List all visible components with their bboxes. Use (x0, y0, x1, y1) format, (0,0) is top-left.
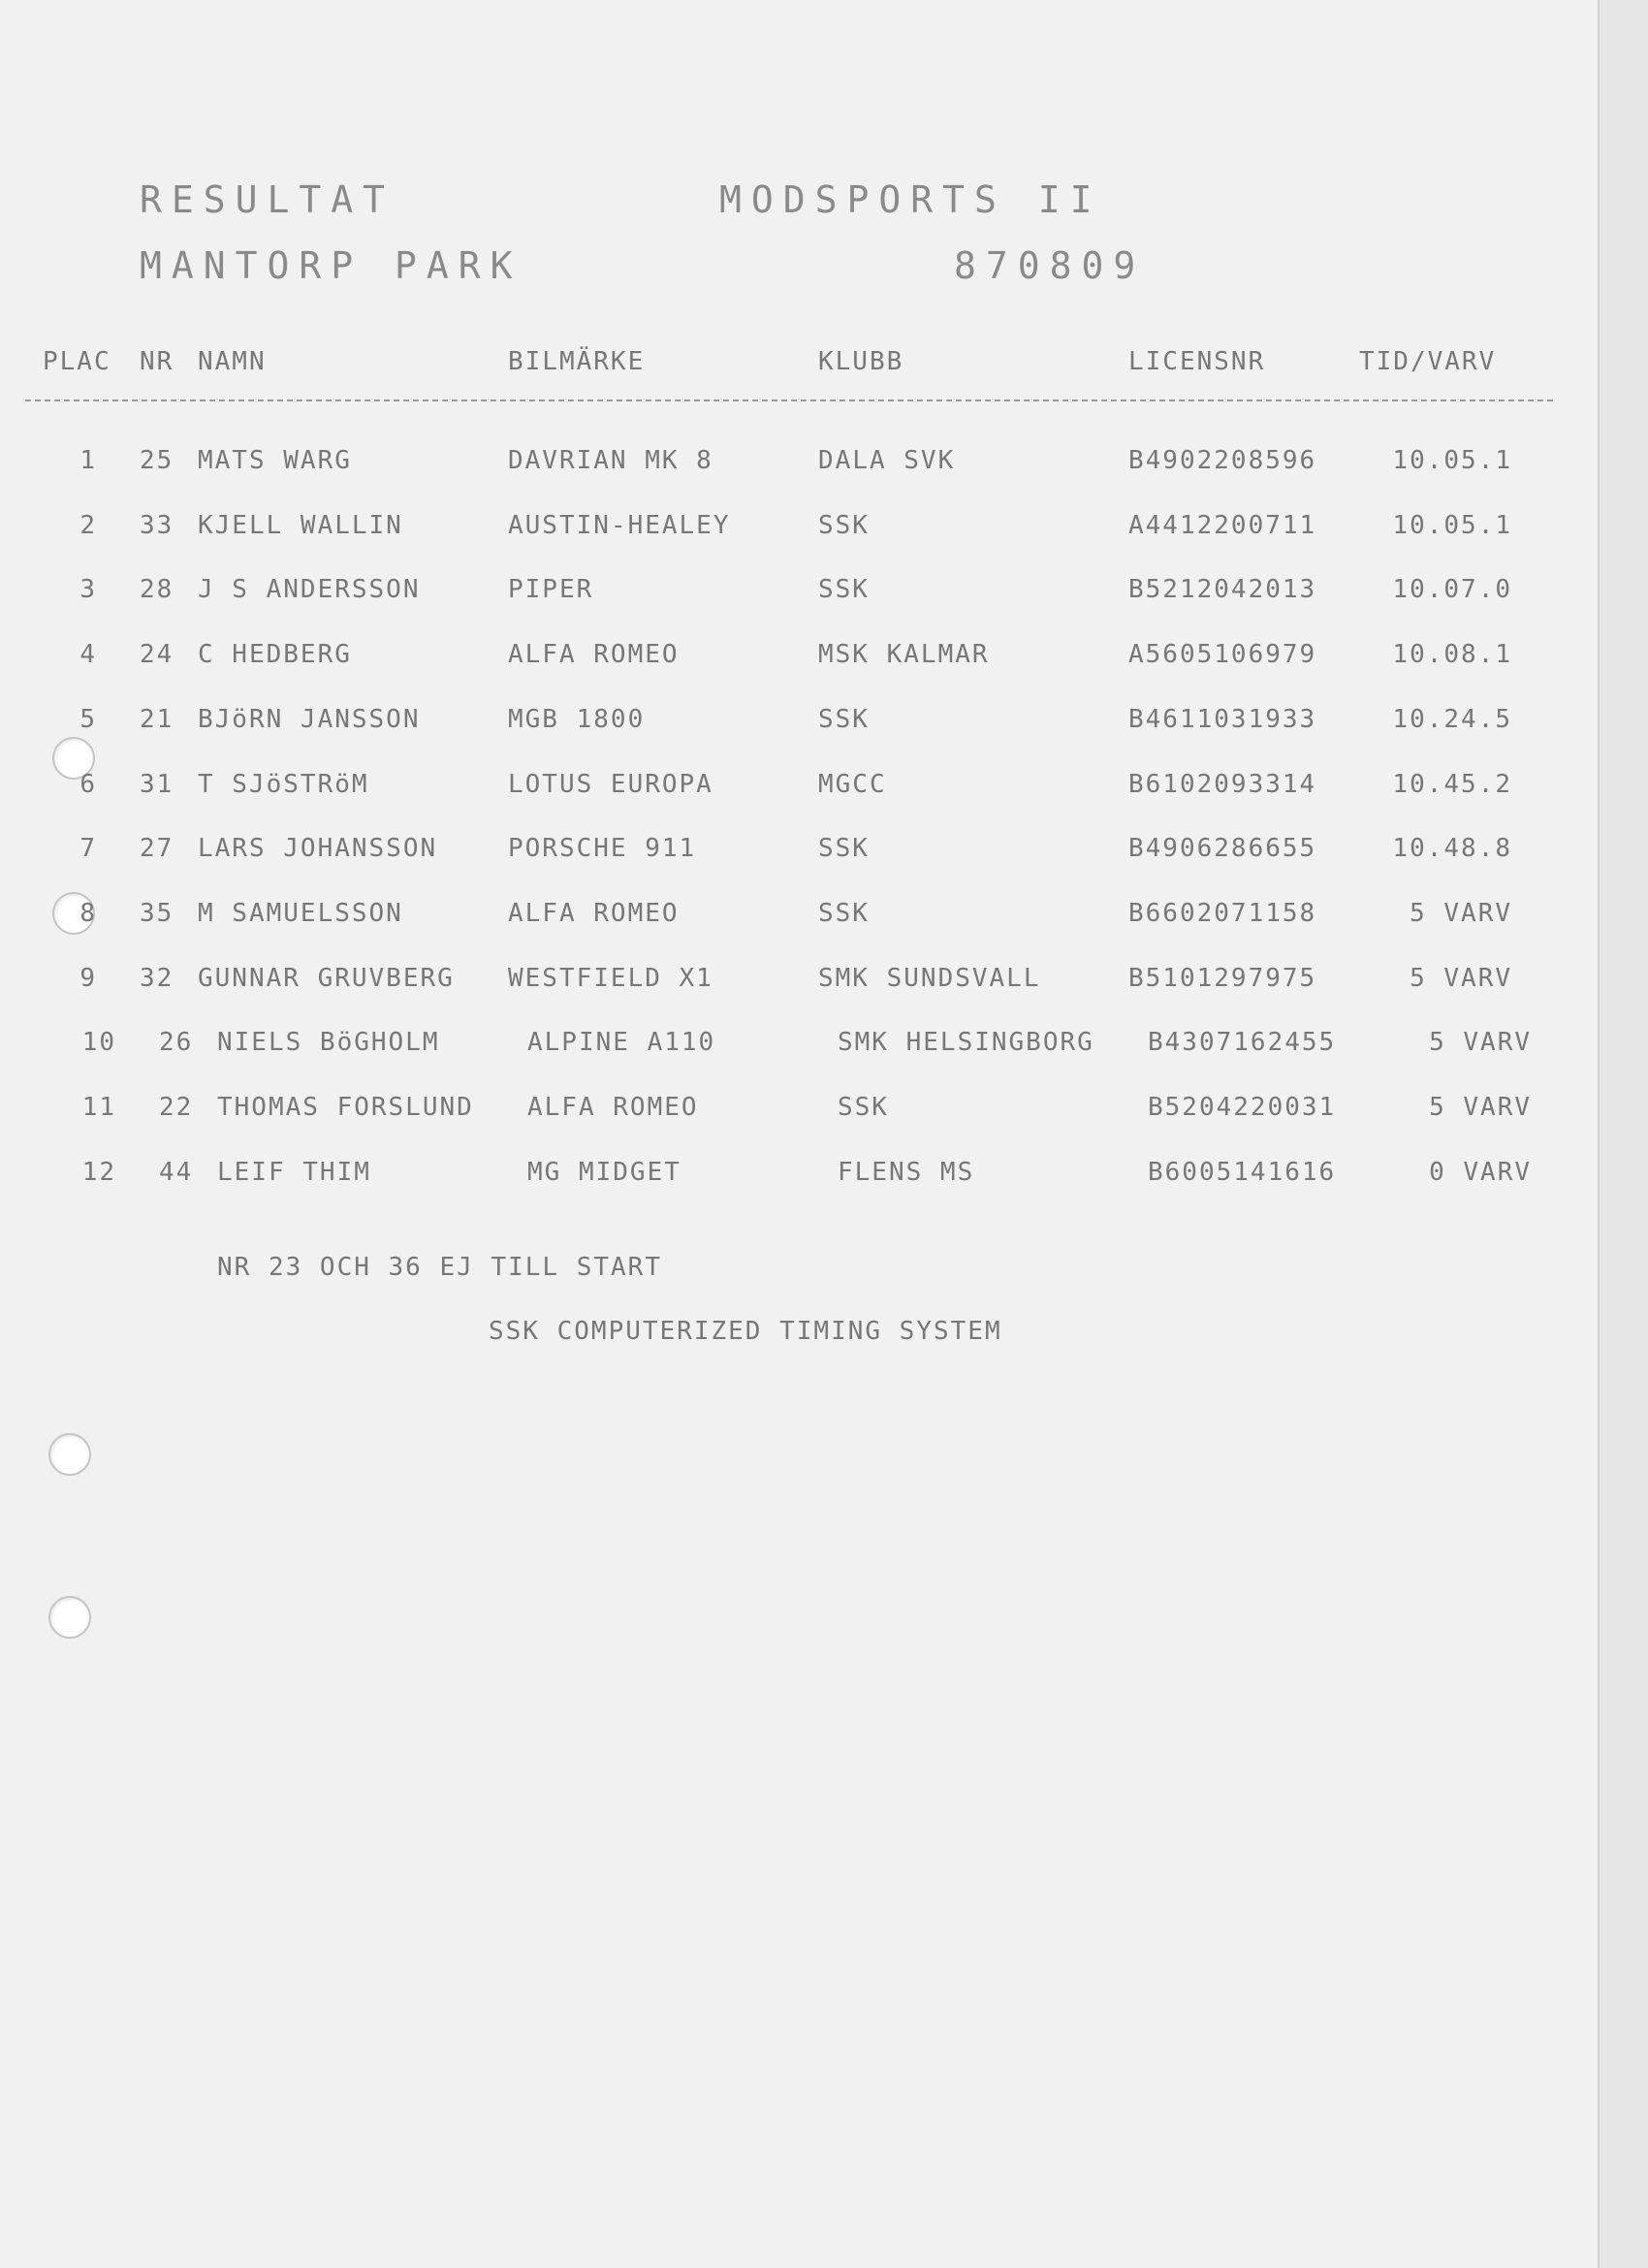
column-header: TID/VARV (1359, 347, 1497, 376)
row-driver: LARS JOHANSSON (198, 834, 438, 864)
row-number: 32 (140, 963, 174, 993)
row-car: PORSCHE 911 (508, 834, 697, 864)
row-license: B4906286655 (1128, 834, 1317, 864)
row-car: ALPINE A110 (527, 1028, 716, 1058)
row-number: 31 (140, 769, 174, 799)
row-place: 7 (79, 834, 97, 864)
column-header: NAMN (198, 347, 267, 376)
row-club: SSK (818, 898, 870, 928)
row-driver: T SJöSTRöM (198, 769, 369, 799)
row-place: 8 (79, 898, 97, 928)
punch-hole (48, 1433, 91, 1476)
row-place: 11 (81, 1093, 116, 1122)
row-time: 10.24.5 (1392, 704, 1512, 734)
venue: MANTORP PARK (140, 244, 523, 287)
timing-system-label: SSK COMPUTERIZED TIMING SYSTEM (489, 1317, 1002, 1346)
row-number: 24 (140, 640, 174, 670)
row-number: 26 (159, 1028, 194, 1058)
row-club: MGCC (818, 769, 887, 799)
row-place: 3 (79, 575, 97, 605)
row-place: 10 (81, 1028, 116, 1058)
row-club: MSK KALMAR (818, 640, 990, 670)
title-left: RESULTAT (140, 178, 396, 221)
row-club: SSK (818, 575, 870, 605)
row-car: PIPER (508, 575, 594, 605)
row-place: 9 (79, 963, 97, 993)
row-driver: J S ANDERSSON (198, 575, 421, 605)
row-time: 5 VARV (1410, 963, 1512, 993)
row-driver: C HEDBERG (198, 640, 352, 670)
punch-hole (48, 1596, 91, 1639)
row-license: B6102093314 (1128, 769, 1317, 799)
row-license: B4307162455 (1148, 1028, 1337, 1058)
row-place: 5 (79, 704, 97, 734)
row-car: ALFA ROMEO (527, 1093, 699, 1122)
row-time: 10.05.1 (1392, 510, 1512, 540)
row-driver: NIELS BöGHOLM (217, 1028, 440, 1058)
header-divider (25, 399, 1553, 401)
row-time: 0 VARV (1429, 1157, 1532, 1187)
row-license: B5204220031 (1148, 1093, 1337, 1122)
row-car: MG MIDGET (527, 1157, 681, 1187)
page-edge (1598, 0, 1648, 2268)
row-club: FLENS MS (838, 1157, 975, 1187)
row-number: 33 (140, 510, 174, 540)
row-club: SSK (838, 1093, 889, 1122)
column-header: BILMÄRKE (508, 347, 646, 376)
row-car: DAVRIAN MK 8 (508, 446, 713, 475)
row-license: B6602071158 (1128, 898, 1317, 928)
non-starters-note: NR 23 OCH 36 EJ TILL START (217, 1253, 662, 1282)
row-number: 35 (140, 898, 174, 928)
row-driver: KJELL WALLIN (198, 510, 403, 540)
column-header: NR (140, 347, 174, 376)
row-time: 5 VARV (1410, 898, 1512, 928)
row-license: B4611031933 (1128, 704, 1317, 734)
row-license: B5212042013 (1128, 575, 1317, 605)
row-car: LOTUS EUROPA (508, 769, 713, 799)
row-license: B4902208596 (1128, 446, 1317, 475)
row-place: 1 (79, 446, 97, 475)
row-license: B5101297975 (1128, 963, 1317, 993)
row-time: 10.48.8 (1392, 834, 1512, 864)
row-place: 6 (79, 769, 97, 799)
race-date: 870809 (954, 244, 1146, 287)
row-club: SMK SUNDSVALL (818, 963, 1041, 993)
row-club: SSK (818, 510, 870, 540)
row-number: 44 (159, 1157, 194, 1187)
row-number: 21 (140, 704, 174, 734)
row-club: SSK (818, 834, 870, 864)
row-time: 10.45.2 (1392, 769, 1512, 799)
row-time: 5 VARV (1429, 1028, 1532, 1058)
row-place: 12 (81, 1157, 116, 1187)
row-car: AUSTIN-HEALEY (508, 510, 731, 540)
row-number: 28 (140, 575, 174, 605)
row-license: B6005141616 (1148, 1157, 1337, 1187)
row-number: 27 (140, 834, 174, 864)
row-car: MGB 1800 (508, 704, 646, 734)
row-driver: THOMAS FORSLUND (217, 1093, 474, 1122)
row-number: 25 (140, 446, 174, 475)
row-time: 5 VARV (1429, 1093, 1532, 1122)
row-time: 10.07.0 (1392, 575, 1512, 605)
row-number: 22 (159, 1093, 194, 1122)
row-driver: GUNNAR GRUVBERG (198, 963, 455, 993)
row-license: A4412200711 (1128, 510, 1317, 540)
row-place: 2 (79, 510, 97, 540)
row-driver: M SAMUELSSON (198, 898, 403, 928)
row-driver: LEIF THIM (217, 1157, 371, 1187)
row-car: ALFA ROMEO (508, 640, 680, 670)
row-club: SMK HELSINGBORG (838, 1028, 1094, 1058)
row-time: 10.05.1 (1392, 446, 1512, 475)
row-car: ALFA ROMEO (508, 898, 680, 928)
column-header: KLUBB (818, 347, 904, 376)
row-place: 4 (79, 640, 97, 670)
row-license: A5605106979 (1128, 640, 1317, 670)
row-driver: MATS WARG (198, 446, 352, 475)
row-car: WESTFIELD X1 (508, 963, 713, 993)
title-right: MODSPORTS II (719, 178, 1102, 221)
column-header: PLAC (43, 347, 111, 376)
column-header: LICENSNR (1128, 347, 1266, 376)
row-club: SSK (818, 704, 870, 734)
row-club: DALA SVK (818, 446, 956, 475)
row-driver: BJöRN JANSSON (198, 704, 421, 734)
row-time: 10.08.1 (1392, 640, 1512, 670)
